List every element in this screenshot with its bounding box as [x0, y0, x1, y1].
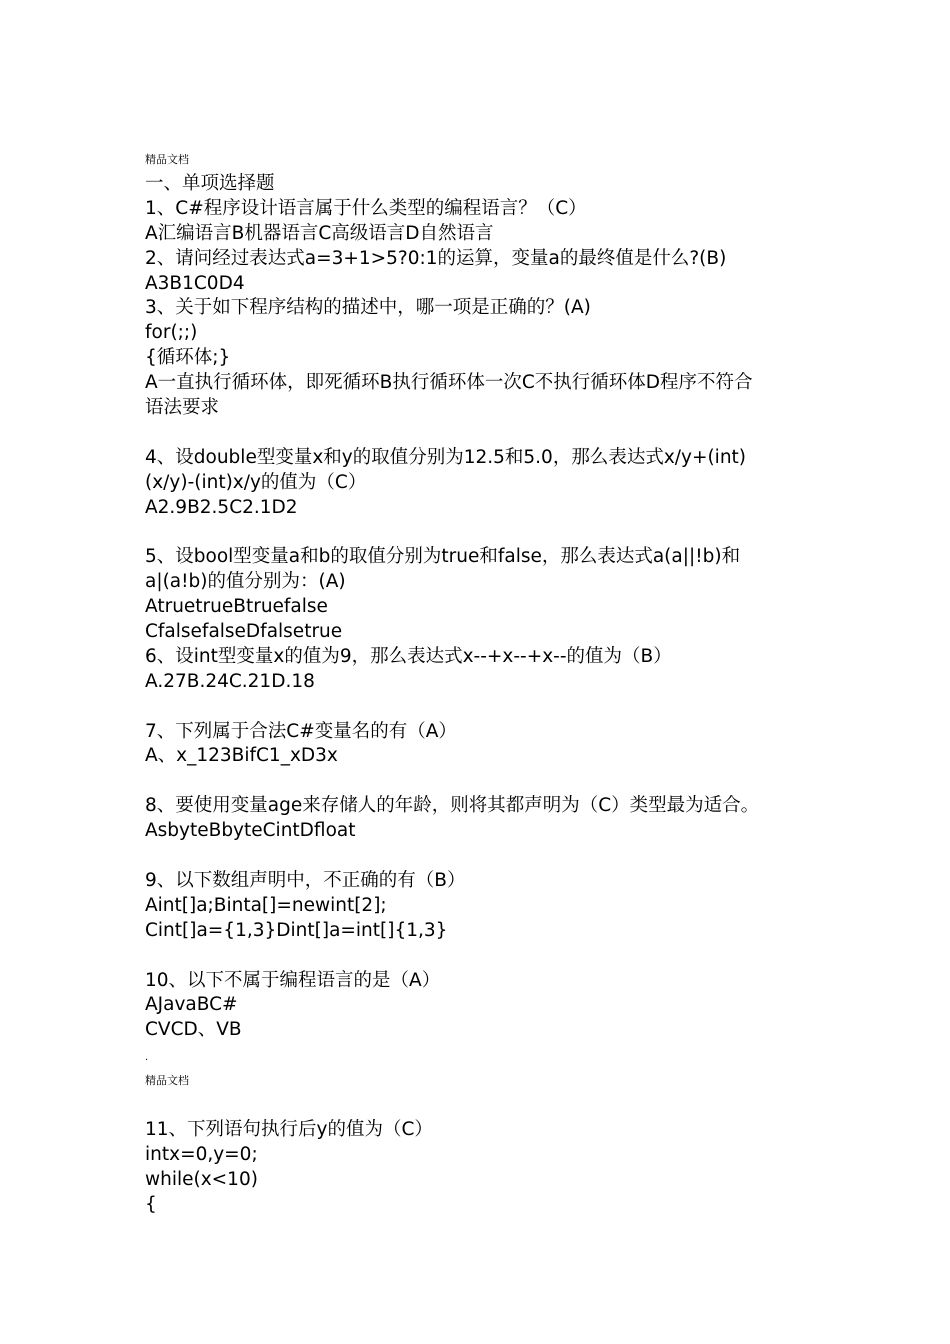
text-line: AJavaBC#: [145, 994, 238, 1016]
text-line: [145, 944, 815, 969]
text-line: 7、下列属于合法C#变量名的有（A）: [145, 720, 457, 742]
text-line: intx=0,y=0;: [145, 1143, 258, 1165]
text-line: 8、要使用变量age来存储人的年龄，则将其都声明为（C）类型最为适合。: [145, 795, 760, 817]
text-line: while(x<10): [145, 1168, 258, 1190]
text-line: [145, 421, 815, 446]
text-line: A.27B.24C.21D.18: [145, 670, 315, 692]
text-line: 一、单项选择题: [145, 173, 275, 194]
text-line: [145, 520, 815, 545]
text-line: Aint[]a;Binta[]=newint[2];: [145, 894, 387, 916]
text-line: 1、C#程序设计语言属于什么类型的编程语言？（C）: [145, 197, 587, 219]
text-line: 9、以下数组声明中，不正确的有（B）: [145, 869, 466, 891]
text-line: AtruetrueBtruefalse: [145, 596, 328, 618]
text-line: CVCD、VB: [145, 1019, 242, 1041]
page-header-label: 精品文档: [145, 153, 189, 166]
text-line: 3、关于如下程序结构的描述中，哪一项是正确的？(A): [145, 297, 591, 319]
text-line: {循环体;}: [145, 347, 231, 369]
text-line: A一直执行循环体，即死循环B执行循环体一次C不执行循环体D程序不符合: [145, 372, 753, 394]
text-line: Cint[]a={1,3}Dint[]a=int[]{1,3}: [145, 919, 448, 941]
text-line: for(;;): [145, 322, 198, 344]
text-line: A3B1C0D4: [145, 272, 245, 294]
text-line: AsbyteBbyteCintDfloat: [145, 820, 356, 842]
text-line: A汇编语言B机器语言C高级语言D自然语言: [145, 222, 494, 244]
text-line: [145, 769, 815, 794]
text-line: [145, 695, 815, 720]
page-separator-dot: .: [145, 1052, 149, 1063]
text-line: a|(a!b)的值分别为：(A): [145, 571, 346, 593]
text-line: 11、下列语句执行后y的值为（C）: [145, 1119, 433, 1140]
text-line: A2.9B2.5C2.1D2: [145, 496, 298, 518]
question-block-two: [145, 1118, 815, 1218]
text-line: 2、请问经过表达式a=3+1>5?0:1的运算，变量a的最终值是什么?(B): [145, 247, 727, 269]
text-line: (x/y)-(int)x/y的值为（C）: [145, 471, 367, 493]
text-line: 4、设double型变量x和y的取值分别为12.5和5.0，那么表达式x/y+(int): [145, 446, 747, 468]
text-line: A、x_123BifC1_xD3x: [145, 745, 338, 767]
text-line: CfalsefalseDfalsetrue: [145, 621, 343, 643]
text-line: {: [145, 1193, 157, 1215]
text-line: 6、设int型变量x的值为9，那么表达式x--+x--+x--的值为（B）: [145, 645, 672, 667]
page-header-label-second: 精品文档: [145, 1074, 189, 1087]
text-line: 语法要求: [145, 397, 220, 419]
text-line: [145, 844, 815, 869]
text-line: 10、以下不属于编程语言的是（A）: [145, 969, 441, 991]
question-block-one: [145, 172, 815, 1043]
text-line: 5、设bool型变量a和b的取值分别为true和false，那么表达式a(a||!b)和: [145, 546, 741, 568]
